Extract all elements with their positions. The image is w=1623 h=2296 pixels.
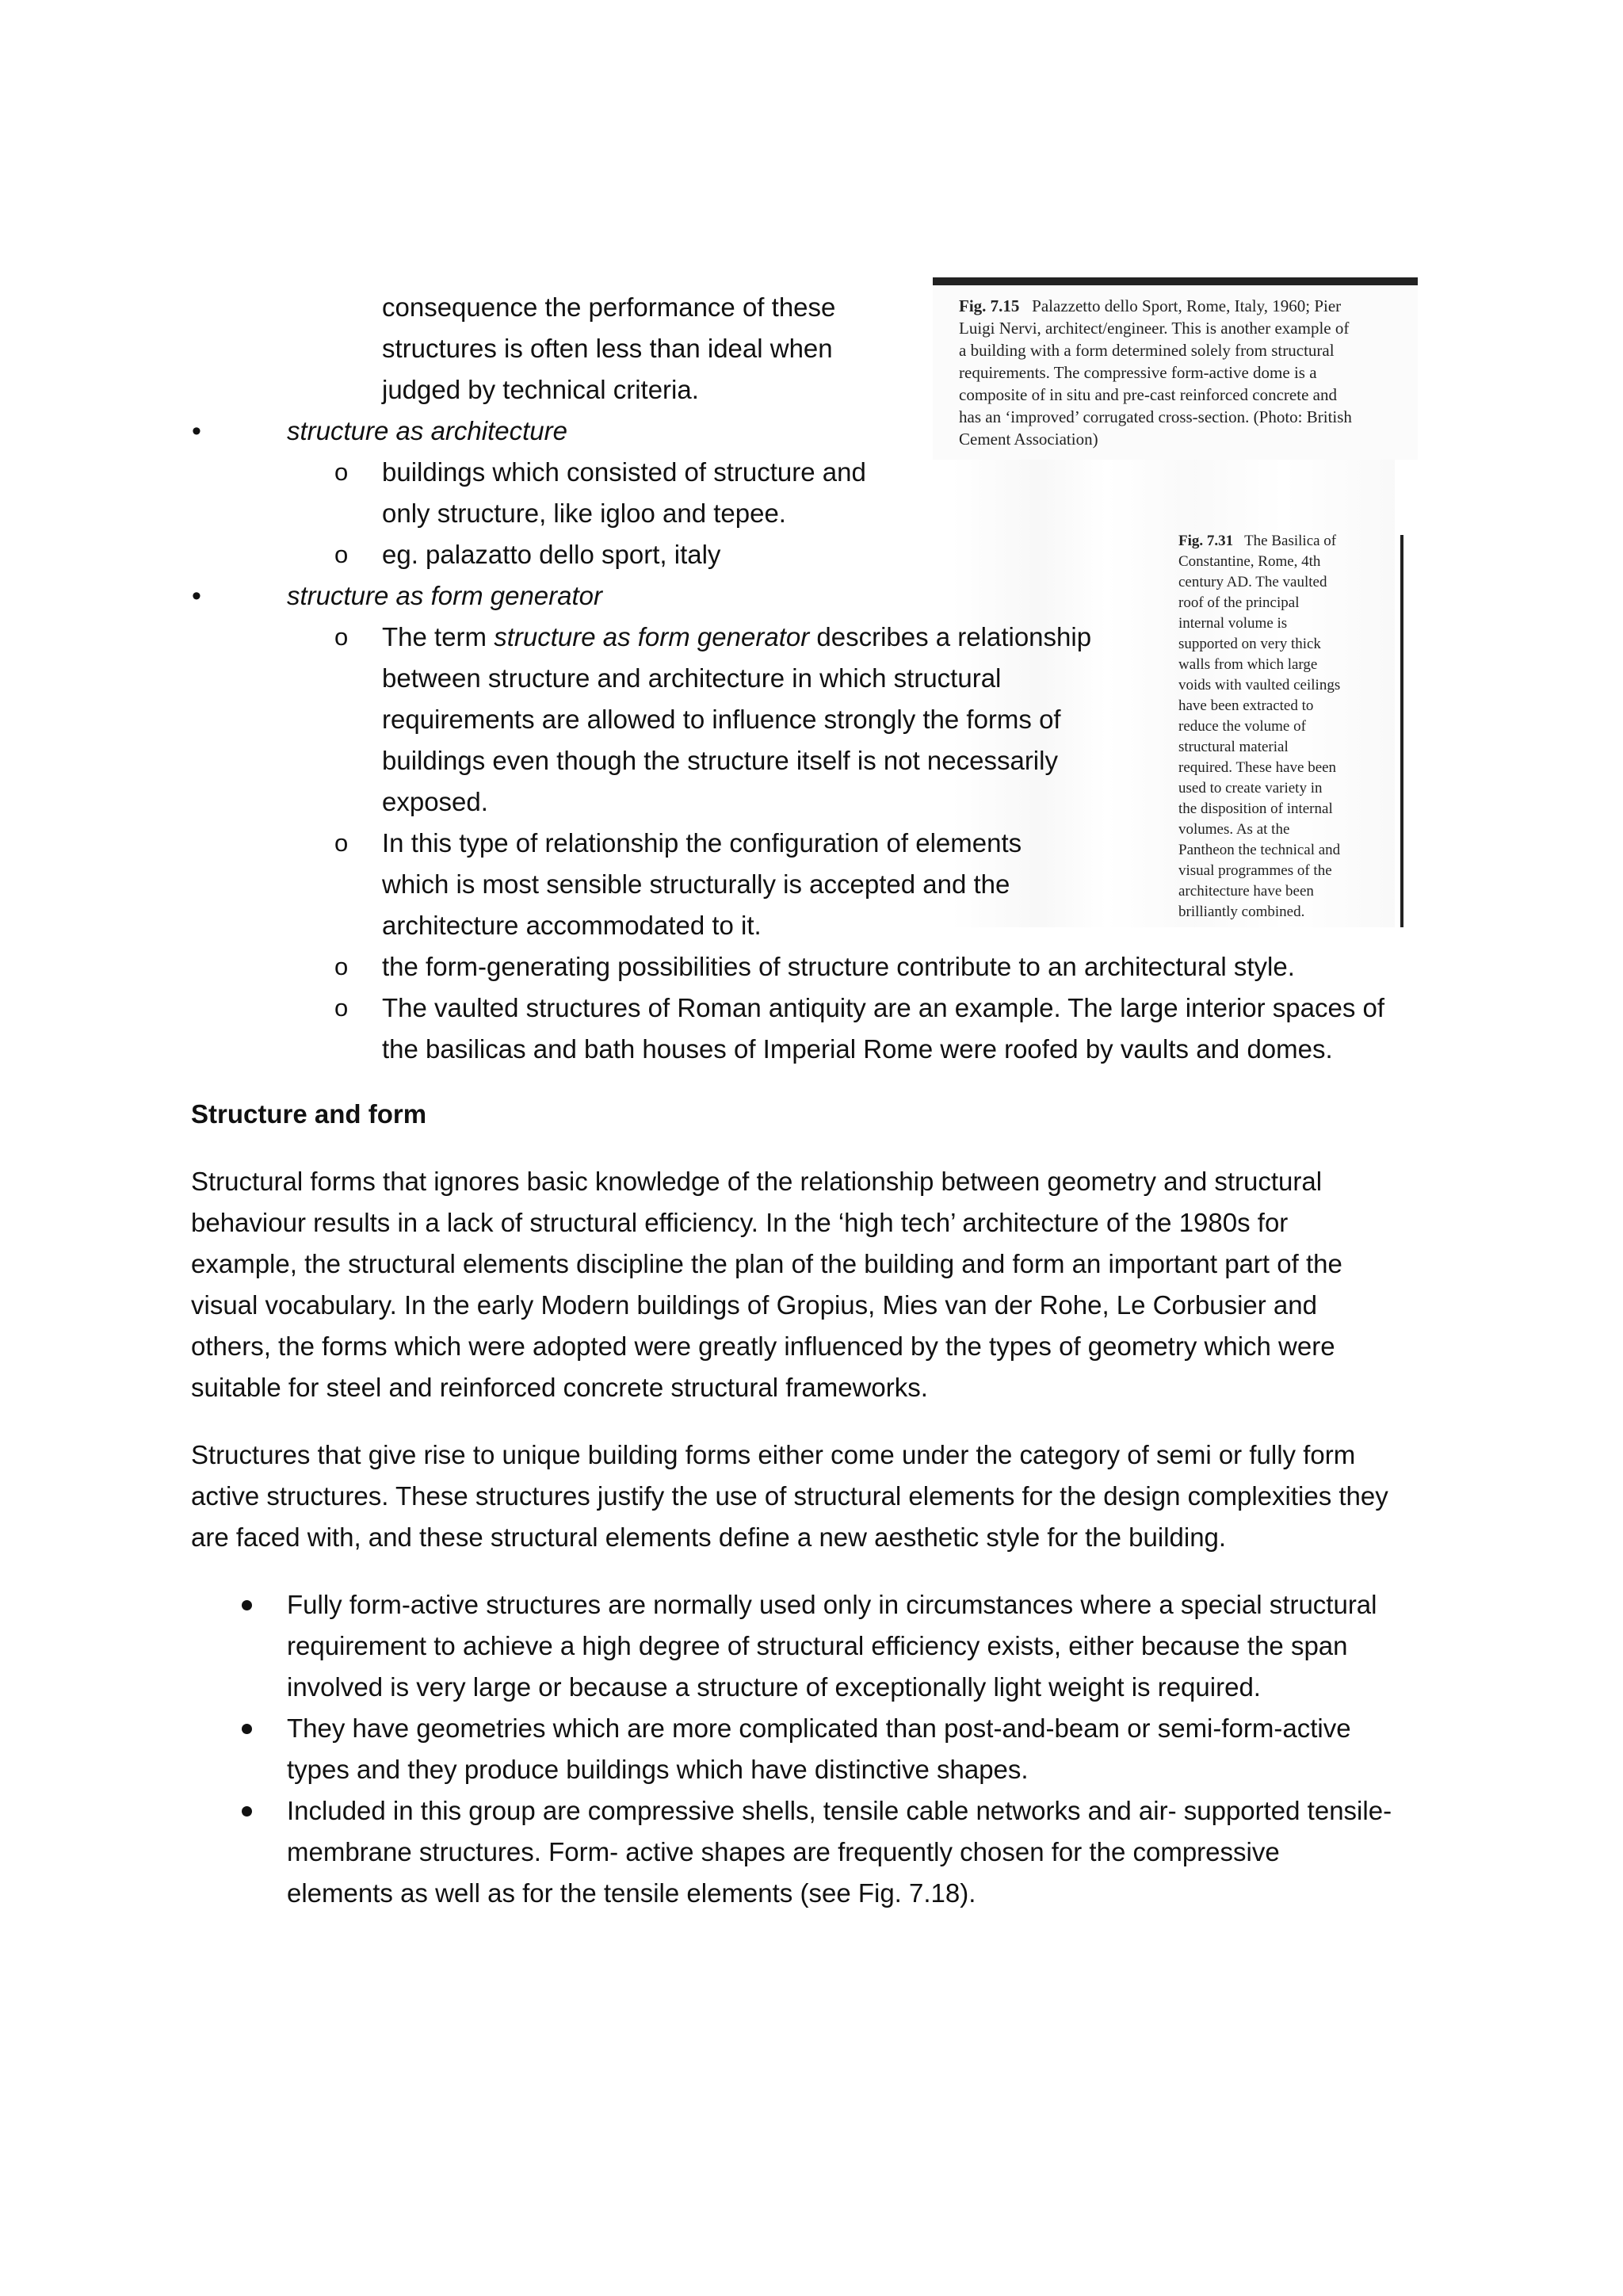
caption-line: requirements. The compressive form-active dome is a [959, 363, 1317, 382]
bullet-dot [242, 1600, 252, 1610]
caption-line: The Basilica of [1244, 533, 1337, 549]
caption-line: visual programmes of the [1178, 862, 1332, 879]
paragraph-line: are faced with, and these structural elements define a new aesthetic style for the building. [191, 1522, 1227, 1552]
caption-line: voids with vaulted ceilings [1178, 677, 1341, 693]
paragraph-line: others, the forms which were adopted were greatly influenced by the types of geometry which were [191, 1331, 1335, 1361]
caption-line: brilliantly combined. [1178, 904, 1305, 920]
paragraph-line: visual vocabulary. In the early Modern buildings of Gropius, Mies van der Rohe, Le Corbusier and [191, 1290, 1317, 1320]
text-line: judged by technical criteria. [382, 375, 699, 404]
caption-line: internal volume is [1178, 615, 1288, 632]
figure-7-31-label: Fig. 7.31 [1178, 533, 1234, 549]
figure-7-31-side-rule [1400, 535, 1403, 927]
sub-bullet-marker: o [334, 953, 349, 980]
paragraph-line: Structures that give rise to unique building forms either come under the category of semi or fully form [191, 1440, 1356, 1469]
bullet-marker: • [192, 416, 201, 446]
caption-line: supported on very thick [1178, 636, 1321, 652]
text-line: only structure, like igloo and tepee. [382, 499, 786, 528]
paragraph-line: example, the structural elements discipline the plan of the building and form an important part of the [191, 1249, 1342, 1278]
text-line: between structure and architecture in which structural [382, 663, 1002, 693]
bullet-dot [242, 1724, 252, 1734]
figure-7-15-caption [959, 295, 1352, 450]
caption-line: roof of the principal [1178, 594, 1300, 611]
list-line: elements as well as for the tensile elements (see Fig. 7.18). [287, 1878, 976, 1908]
paragraph-line: Structural forms that ignores basic knowledge of the relationship between geometry and structural [191, 1167, 1323, 1196]
caption-line: architecture have been [1178, 883, 1314, 900]
text-line: structures is often less than ideal when [382, 334, 833, 363]
text-line: which is most sensible structurally is accepted and the [382, 869, 1010, 899]
text-line: exposed. [382, 787, 488, 816]
bullet-title [287, 411, 567, 452]
text-line: requirements are allowed to influence strongly the forms of [382, 705, 1061, 734]
list-line: membrane structures. Form- active shapes are frequently chosen for the compressive [287, 1837, 1280, 1866]
text-line: buildings which consisted of structure and [382, 457, 866, 487]
caption-line: used to create variety in [1178, 780, 1323, 797]
text-span: describes a relationship [809, 622, 1092, 651]
caption-line: Constantine, Rome, 4th [1178, 553, 1321, 570]
text-line: eg. palazatto dello sport, italy [382, 540, 721, 569]
figure-7-15-top-rule [933, 277, 1418, 285]
text-line: buildings even though the structure itself is not necessarily [382, 746, 1058, 775]
caption-line: structural material [1178, 739, 1289, 755]
caption-line: Palazzetto dello Sport, Rome, Italy, 1960; Pier [1032, 296, 1342, 315]
paragraph-line: active structures. These structures justify the use of structural elements for the design complexities they [191, 1481, 1388, 1511]
caption-line: have been extracted to [1178, 697, 1314, 714]
bullet-title-text: structure as architecture [287, 416, 567, 445]
bullet-title [287, 575, 602, 617]
text-line: consequence the performance of these [382, 292, 836, 322]
list-line: Included in this group are compressive shells, tensile cable networks and air- supported tensile- [287, 1796, 1392, 1825]
list-line: involved is very large or because a structure of exceptionally light weight is required. [287, 1672, 1261, 1702]
text-line: the basilicas and bath houses of Imperial Rome were roofed by vaults and domes. [382, 1034, 1333, 1064]
bullet-title-text: structure as form generator [287, 581, 602, 610]
list-line: types and they produce buildings which have distinctive shapes. [287, 1755, 1029, 1784]
caption-line: volumes. As at the [1178, 821, 1290, 838]
text-line: the form-generating possibilities of structure contribute to an architectural style. [382, 952, 1295, 981]
caption-line: the disposition of internal [1178, 800, 1333, 817]
list-line: requirement to achieve a high degree of structural efficiency exists, either because the span [287, 1631, 1348, 1660]
bullet-dot [242, 1806, 252, 1817]
caption-line: Pantheon the technical and [1178, 842, 1341, 858]
paragraph-line: behaviour results in a lack of structural efficiency. In the ‘high tech’ architecture of the 1980s for [191, 1208, 1289, 1237]
caption-line: has an ‘improved’ corrugated cross-section. (Photo: British [959, 407, 1352, 426]
caption-line: reduce the volume of [1178, 718, 1306, 735]
text-line [382, 617, 1091, 658]
caption-line: century AD. The vaulted [1178, 574, 1327, 590]
text-line: The vaulted structures of Roman antiquity are an example. The large interior spaces of [382, 993, 1385, 1022]
text-line: architecture accommodated to it. [382, 911, 762, 940]
sub-bullet-marker: o [334, 994, 349, 1022]
caption-line: Cement Association) [959, 430, 1098, 449]
section-heading: Structure and form [191, 1099, 427, 1129]
caption-line: required. These have been [1178, 759, 1337, 776]
caption-line: Luigi Nervi, architect/engineer. This is another example of [959, 319, 1350, 338]
bullet-marker: • [192, 581, 201, 611]
caption-line: walls from which large [1178, 656, 1318, 673]
figure-7-15-label: Fig. 7.15 [959, 296, 1020, 315]
list-line: They have geometries which are more complicated than post-and-beam or semi-form-active [287, 1713, 1351, 1743]
text-span-italic: structure as form generator [494, 622, 810, 651]
sub-bullet-marker: o [334, 829, 349, 857]
list-line: Fully form-active structures are normally used only in circumstances where a special structural [287, 1590, 1377, 1619]
sub-bullet-marker: o [334, 541, 349, 568]
sub-bullet-marker: o [334, 623, 349, 651]
text-span: The term [382, 622, 495, 651]
figure-7-31-caption [1178, 531, 1340, 923]
caption-line: a building with a form determined solely from structural [959, 341, 1335, 360]
caption-line: composite of in situ and pre-cast reinforced concrete and [959, 385, 1337, 404]
sub-bullet-marker: o [334, 458, 349, 486]
paragraph-line: suitable for steel and reinforced concrete structural frameworks. [191, 1373, 928, 1402]
text-line: In this type of relationship the configuration of elements [382, 828, 1022, 858]
